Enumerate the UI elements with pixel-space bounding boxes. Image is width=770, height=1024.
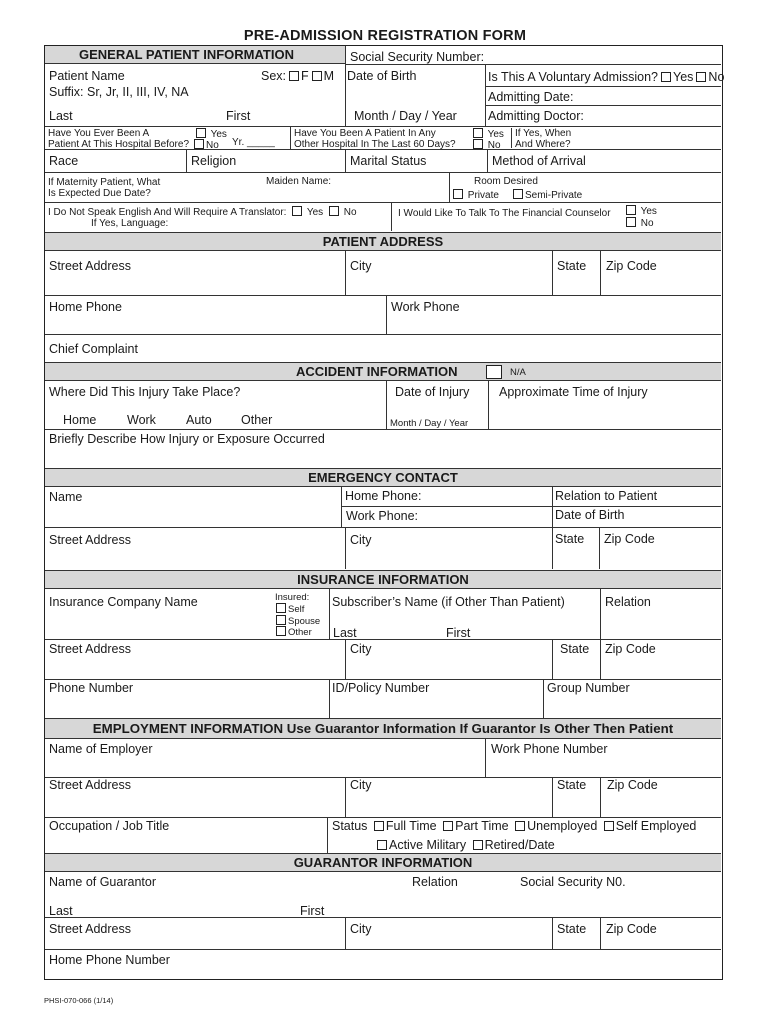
retired-checkbox[interactable] bbox=[473, 840, 483, 850]
insurance-city-field[interactable]: City bbox=[350, 642, 372, 656]
injury-time-field[interactable]: Approximate Time of Injury bbox=[499, 385, 648, 399]
patient-address-header: PATIENT ADDRESS bbox=[45, 232, 721, 251]
accident-na-label: N/A bbox=[510, 367, 526, 378]
patient-work-phone-field[interactable]: Work Phone bbox=[391, 300, 460, 314]
employer-state-field[interactable]: State bbox=[557, 778, 587, 792]
maiden-name-field[interactable]: Maiden Name: bbox=[266, 176, 332, 187]
registration-form bbox=[44, 45, 723, 980]
sex-label: Sex: bbox=[261, 69, 287, 83]
employer-zip-field[interactable]: Zip Code bbox=[607, 778, 658, 792]
subscriber-name-field[interactable]: Subscriber’s Name (if Other Than Patient) bbox=[332, 595, 565, 609]
translator-question bbox=[48, 206, 357, 218]
active-military-label: Active Military bbox=[389, 838, 467, 852]
translator-no-label: No bbox=[343, 207, 357, 218]
sex-m-checkbox[interactable] bbox=[312, 71, 322, 81]
emergency-city-field[interactable]: City bbox=[350, 533, 372, 547]
part-time-checkbox[interactable] bbox=[443, 821, 453, 831]
sex-f-label: F bbox=[301, 69, 309, 83]
financial-counselor-label: I Would Like To Talk To The Financial Counselor bbox=[398, 208, 611, 219]
insured-label: Insured: bbox=[275, 592, 310, 603]
insured-spouse-checkbox[interactable] bbox=[276, 615, 286, 625]
retired-label: Retired/Date bbox=[484, 838, 555, 852]
insurance-company-field[interactable]: Insurance Company Name bbox=[49, 595, 198, 609]
guarantor-city-field[interactable]: City bbox=[350, 922, 372, 936]
voluntary-yes-label: Yes bbox=[673, 70, 694, 84]
emergency-dob-field[interactable]: Date of Birth bbox=[555, 508, 625, 522]
occupation-field[interactable]: Occupation / Job Title bbox=[49, 819, 170, 833]
year-field[interactable]: Yr. _____ bbox=[232, 137, 275, 148]
injury-date-format: Month / Day / Year bbox=[390, 418, 469, 429]
employer-name-field[interactable]: Name of Employer bbox=[49, 742, 153, 756]
patient-home-phone-field[interactable]: Home Phone bbox=[49, 300, 122, 314]
injury-place-label: Where Did This Injury Take Place? bbox=[49, 385, 241, 399]
last60-label-1: Have You Been A Patient In Any bbox=[294, 128, 436, 139]
general-header: GENERAL PATIENT INFORMATION bbox=[79, 47, 294, 62]
group-number-field[interactable]: Group Number bbox=[547, 681, 630, 695]
insurance-zip-field[interactable]: Zip Code bbox=[605, 642, 656, 656]
guarantor-last-label: Last bbox=[49, 904, 73, 918]
place-auto-option[interactable]: Auto bbox=[186, 413, 212, 427]
patient-state-field[interactable]: State bbox=[557, 259, 587, 273]
financial-no-checkbox[interactable] bbox=[626, 217, 636, 227]
injury-description-field[interactable]: Briefly Describe How Injury or Exposure Occurred bbox=[49, 432, 325, 446]
last60-no-checkbox[interactable] bbox=[473, 139, 483, 149]
financial-yes-label: Yes bbox=[640, 206, 657, 217]
guarantor-first-label: First bbox=[300, 904, 325, 918]
employment-status-row2 bbox=[374, 838, 555, 852]
emergency-home-phone-field[interactable]: Home Phone: bbox=[345, 489, 422, 503]
room-private-option[interactable] bbox=[450, 189, 499, 201]
ever-no-checkbox[interactable] bbox=[194, 139, 204, 149]
form-code: PHSI-070-066 (1/14) bbox=[44, 996, 114, 1005]
dob-label: Date of Birth bbox=[347, 69, 417, 83]
insured-self-checkbox[interactable] bbox=[276, 603, 286, 613]
unemployed-label: Unemployed bbox=[527, 819, 598, 833]
last60-no-label: No bbox=[487, 140, 501, 151]
subscriber-first-label: First bbox=[446, 626, 471, 640]
guarantor-zip-field[interactable]: Zip Code bbox=[606, 922, 657, 936]
part-time-label: Part Time bbox=[455, 819, 509, 833]
injury-date-field[interactable]: Date of Injury bbox=[395, 385, 470, 399]
voluntary-no-checkbox[interactable] bbox=[696, 72, 706, 82]
room-desired-label: Room Desired bbox=[474, 176, 538, 187]
patient-first-label: First bbox=[226, 109, 251, 123]
emergency-relation-field[interactable]: Relation to Patient bbox=[555, 489, 658, 503]
guarantor-name-field[interactable]: Name of Guarantor bbox=[49, 875, 156, 889]
financial-yes-checkbox[interactable] bbox=[626, 205, 636, 215]
insured-other-checkbox[interactable] bbox=[276, 626, 286, 636]
translator-no-checkbox[interactable] bbox=[329, 206, 339, 216]
voluntary-admission bbox=[488, 70, 724, 84]
insured-self-label: Self bbox=[288, 604, 305, 615]
insured-other-label: Other bbox=[288, 627, 312, 638]
sex-field bbox=[261, 69, 334, 83]
room-semiprivate-option[interactable] bbox=[510, 189, 582, 201]
dob-format-label: Month / Day / Year bbox=[354, 109, 457, 123]
maternity-label-1: If Maternity Patient, What bbox=[48, 177, 161, 188]
guarantor-relation-field[interactable]: Relation bbox=[412, 875, 458, 889]
insurance-header: INSURANCE INFORMATION bbox=[45, 570, 721, 589]
if-yes-when-field[interactable]: If Yes, When bbox=[515, 128, 572, 139]
full-time-checkbox[interactable] bbox=[374, 821, 384, 831]
voluntary-yes-checkbox[interactable] bbox=[661, 72, 671, 82]
emergency-header: EMERGENCY CONTACT bbox=[45, 468, 721, 487]
financial-no-label: No bbox=[640, 218, 654, 229]
patient-last-label: Last bbox=[49, 109, 73, 123]
religion-field[interactable]: Religion bbox=[191, 154, 237, 168]
accident-na-checkbox[interactable] bbox=[486, 365, 502, 379]
employer-phone-field[interactable]: Work Phone Number bbox=[491, 742, 608, 756]
sex-f-checkbox[interactable] bbox=[289, 71, 299, 81]
employer-street-field[interactable]: Street Address bbox=[49, 778, 131, 792]
guarantor-header: GUARANTOR INFORMATION bbox=[45, 853, 721, 872]
status-label: Status bbox=[332, 819, 368, 833]
insurance-street-field[interactable]: Street Address bbox=[49, 642, 131, 656]
place-home-option[interactable]: Home bbox=[63, 413, 97, 427]
insured-self-option[interactable] bbox=[273, 603, 304, 615]
policy-number-field[interactable]: ID/Policy Number bbox=[332, 681, 430, 695]
emergency-work-phone-field[interactable]: Work Phone: bbox=[346, 509, 419, 523]
employment-header: EMPLOYMENT INFORMATION Use Guarantor Information If Guarantor Is Other Then Patient bbox=[45, 718, 721, 739]
last60-yes-label: Yes bbox=[487, 129, 504, 140]
accident-header: ACCIDENT INFORMATION bbox=[296, 364, 458, 379]
translator-label: I Do Not Speak English And Will Require A Translator: bbox=[48, 207, 287, 218]
insurance-relation-field[interactable]: Relation bbox=[605, 595, 651, 609]
financial-yes-option[interactable] bbox=[623, 205, 657, 217]
sex-m-label: M bbox=[323, 69, 335, 83]
voluntary-label: Is This A Voluntary Admission? bbox=[488, 70, 659, 84]
ssn-field[interactable]: Social Security Number: bbox=[350, 50, 485, 64]
place-work-option[interactable]: Work bbox=[127, 413, 156, 427]
insured-other-option[interactable] bbox=[273, 626, 312, 638]
voluntary-no-label: No bbox=[708, 70, 725, 84]
patient-city-field[interactable]: City bbox=[350, 259, 372, 273]
ever-been-label-1: Have You Ever Been A bbox=[48, 128, 150, 139]
guarantor-state-field[interactable]: State bbox=[557, 922, 587, 936]
full-time-label: Full Time bbox=[385, 819, 437, 833]
emergency-name-field[interactable]: Name bbox=[49, 490, 83, 504]
language-field[interactable]: If Yes, Language: bbox=[91, 218, 169, 229]
insurance-state-field[interactable]: State bbox=[560, 642, 590, 656]
guarantor-home-phone-field[interactable]: Home Phone Number bbox=[49, 953, 170, 967]
guarantor-street-field[interactable]: Street Address bbox=[49, 922, 131, 936]
patient-name-label: Patient Name bbox=[49, 69, 125, 83]
ever-been-label-2: Patient At This Hospital Before? bbox=[48, 139, 190, 150]
ever-yes-label: Yes bbox=[210, 129, 227, 140]
suffix-label: Suffix: Sr, Jr, II, III, IV, NA bbox=[49, 85, 189, 99]
room-private-checkbox[interactable] bbox=[453, 189, 463, 199]
last60-yes-checkbox[interactable] bbox=[473, 128, 483, 138]
form-title: PRE-ADMISSION REGISTRATION FORM bbox=[243, 28, 527, 44]
patient-zip-field[interactable]: Zip Code bbox=[606, 259, 657, 273]
place-other-option[interactable]: Other bbox=[241, 413, 273, 427]
race-field[interactable]: Race bbox=[49, 154, 79, 168]
emergency-state-field[interactable]: State bbox=[555, 532, 585, 546]
maternity-label-2: Is Expected Due Date? bbox=[48, 188, 151, 199]
and-where-field[interactable]: And Where? bbox=[515, 139, 571, 150]
admitting-doctor-field[interactable]: Admitting Doctor: bbox=[488, 109, 584, 123]
translator-yes-checkbox[interactable] bbox=[292, 206, 302, 216]
emergency-zip-field[interactable]: Zip Code bbox=[604, 532, 655, 546]
room-semiprivate-checkbox[interactable] bbox=[513, 189, 523, 199]
self-employed-checkbox[interactable] bbox=[604, 821, 614, 831]
room-semiprivate-label: Semi-Private bbox=[525, 190, 583, 201]
admitting-date-field[interactable]: Admitting Date: bbox=[488, 90, 574, 104]
arrival-method-field[interactable]: Method of Arrival bbox=[492, 154, 586, 168]
ever-yes-checkbox[interactable] bbox=[196, 128, 206, 138]
insurance-phone-field[interactable]: Phone Number bbox=[49, 681, 134, 695]
room-private-label: Private bbox=[467, 190, 499, 201]
translator-yes-label: Yes bbox=[306, 207, 324, 218]
active-military-checkbox[interactable] bbox=[377, 840, 387, 850]
financial-no-option[interactable] bbox=[623, 217, 654, 229]
employer-city-field[interactable]: City bbox=[350, 778, 372, 792]
patient-street-field[interactable]: Street Address bbox=[49, 259, 131, 273]
ever-no-label: No bbox=[206, 140, 219, 151]
chief-complaint-field[interactable]: Chief Complaint bbox=[49, 342, 138, 356]
self-employed-label: Self Employed bbox=[615, 819, 697, 833]
subscriber-last-label: Last bbox=[333, 626, 357, 640]
unemployed-checkbox[interactable] bbox=[515, 821, 525, 831]
employment-status-row1 bbox=[332, 819, 696, 833]
insured-spouse-label: Spouse bbox=[288, 616, 321, 627]
last60-label-2: Other Hospital In The Last 60 Days? bbox=[294, 139, 456, 150]
marital-status-field[interactable]: Marital Status bbox=[350, 154, 427, 168]
guarantor-ssn-field[interactable]: Social Security N0. bbox=[520, 875, 626, 889]
emergency-street-field[interactable]: Street Address bbox=[49, 533, 131, 547]
